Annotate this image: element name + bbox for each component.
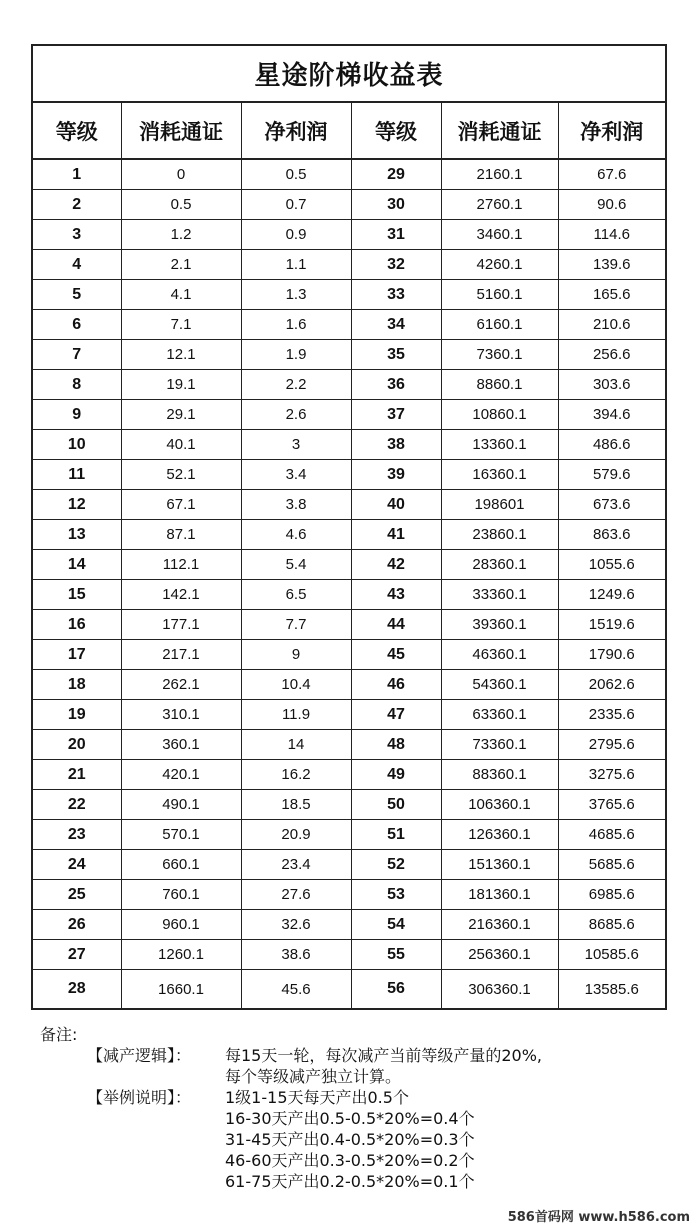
cell-level-right: 29 [351, 159, 441, 190]
cell-profit-right: 6985.6 [558, 880, 665, 910]
cell-level-right: 45 [351, 640, 441, 670]
table-row [33, 340, 665, 370]
header-cost-right: 消耗通证 [441, 103, 558, 159]
cell-cost-left: 1.2 [121, 220, 241, 250]
table-row [33, 790, 665, 820]
cell-cost-left: 217.1 [121, 640, 241, 670]
table-row [33, 910, 665, 940]
table-row [33, 460, 665, 490]
logic-line: 每15天一轮，每次减产当前等级产量的20%, [225, 1046, 543, 1065]
logic-line: 每个等级减产独立计算。 [225, 1067, 402, 1086]
cell-profit-left: 23.4 [241, 850, 351, 880]
cell-profit-left: 27.6 [241, 880, 351, 910]
example-line: 46-60天产出0.3-0.5*20%=0.2个 [225, 1151, 475, 1170]
cell-cost-right: 306360.1 [441, 970, 558, 1009]
cell-cost-right: 73360.1 [441, 730, 558, 760]
cell-level-right: 33 [351, 280, 441, 310]
cell-cost-right: 63360.1 [441, 700, 558, 730]
cell-cost-left: 112.1 [121, 550, 241, 580]
table-row [33, 370, 665, 400]
cell-cost-right: 6160.1 [441, 310, 558, 340]
cell-cost-left: 660.1 [121, 850, 241, 880]
cell-profit-right: 13585.6 [584, 980, 639, 998]
cell-profit-left: 4.6 [241, 520, 351, 550]
table-row [33, 640, 665, 670]
table-body [33, 159, 665, 1008]
cell-profit-right: 1790.6 [558, 640, 665, 670]
cell-level-right: 53 [351, 880, 441, 910]
cell-cost-right: 3460.1 [441, 220, 558, 250]
cell-cost-left: 40.1 [121, 430, 241, 460]
cell-cost-right: 256360.1 [441, 940, 558, 970]
cell-level-right: 55 [351, 940, 441, 970]
cell-cost-left: 67.1 [121, 490, 241, 520]
header-row [33, 103, 665, 159]
cell-level-left: 15 [33, 580, 121, 610]
cell-profit-left: 0.5 [241, 159, 351, 190]
table-row [33, 190, 665, 220]
cell-level-left: 11 [33, 460, 121, 490]
cell-profit-left: 3.8 [241, 490, 351, 520]
cell-profit-left: 18.5 [241, 790, 351, 820]
cell-level-left: 28 [33, 970, 121, 1009]
cell-level-right: 36 [351, 370, 441, 400]
cell-cost-right: 16360.1 [441, 460, 558, 490]
cell-profit-right: 1055.6 [558, 550, 665, 580]
cell-level-left: 10 [33, 430, 121, 460]
cell-cost-left: 490.1 [121, 790, 241, 820]
header-cost-left: 消耗通证 [121, 103, 241, 159]
cell-level-left: 26 [33, 910, 121, 940]
cell-profit-left: 38.6 [241, 940, 351, 970]
table-row [33, 820, 665, 850]
cell-profit-left: 9 [241, 640, 351, 670]
level-table [33, 103, 665, 1008]
cell-level-right: 37 [351, 400, 441, 430]
cell-profit-left: 7.7 [241, 610, 351, 640]
cell-profit-right: 210.6 [558, 310, 665, 340]
example-line: 31-45天产出0.4-0.5*20%=0.3个 [225, 1130, 475, 1149]
cell-cost-left: 360.1 [121, 730, 241, 760]
cell-profit-right: 3765.6 [558, 790, 665, 820]
cell-cost-right: 181360.1 [441, 880, 558, 910]
cell-level-left: 2 [33, 190, 121, 220]
cell-profit-left: 32.6 [241, 910, 351, 940]
cell-profit-left: 45.6 [241, 970, 351, 1009]
cell-profit-left: 3 [241, 430, 351, 460]
cell-cost-right: 10860.1 [441, 400, 558, 430]
table-row [33, 550, 665, 580]
cell-cost-right: 5160.1 [441, 280, 558, 310]
cell-cost-left: 29.1 [121, 400, 241, 430]
cell-level-left: 25 [33, 880, 121, 910]
cell-profit-right: 256.6 [558, 340, 665, 370]
cell-level-left: 18 [33, 670, 121, 700]
cell-cost-left: 0.5 [121, 190, 241, 220]
table-row [33, 580, 665, 610]
table-row [33, 610, 665, 640]
header-profit-left: 净利润 [241, 103, 351, 159]
revenue-table [31, 44, 667, 1010]
cell-level-right: 47 [351, 700, 441, 730]
cell-cost-left: 760.1 [121, 880, 241, 910]
cell-profit-left: 0.7 [241, 190, 351, 220]
cell-profit-right: 2795.6 [558, 730, 665, 760]
cell-level-left: 14 [33, 550, 121, 580]
cell-profit-right: 3275.6 [558, 760, 665, 790]
cell-level-left: 12 [33, 490, 121, 520]
cell-profit-right: 5685.6 [558, 850, 665, 880]
table-row [33, 280, 665, 310]
cell-level-left: 23 [33, 820, 121, 850]
cell-level-right: 49 [351, 760, 441, 790]
cell-cost-right: 23860.1 [441, 520, 558, 550]
cell-cost-right: 88360.1 [441, 760, 558, 790]
cell-profit-left: 1.1 [241, 250, 351, 280]
cell-cost-right: 39360.1 [441, 610, 558, 640]
cell-level-right: 32 [351, 250, 441, 280]
table-row [33, 670, 665, 700]
cell-profit-right: 1249.6 [558, 580, 665, 610]
table-title: 星途阶梯收益表 [33, 46, 665, 103]
cell-profit-right: 579.6 [558, 460, 665, 490]
example-line: 61-75天产出0.2-0.5*20%=0.1个 [225, 1172, 475, 1191]
table-row [33, 490, 665, 520]
table-row [33, 250, 665, 280]
cell-cost-right: 126360.1 [441, 820, 558, 850]
cell-level-right: 46 [351, 670, 441, 700]
cell-cost-left: 262.1 [121, 670, 241, 700]
example-key: 【举例说明】： [87, 1088, 192, 1107]
cell-profit-right: 863.6 [558, 520, 665, 550]
cell-profit-right: 90.6 [558, 190, 665, 220]
cell-level-left: 17 [33, 640, 121, 670]
cell-profit-left: 16.2 [241, 760, 351, 790]
cell-profit-right: 486.6 [558, 430, 665, 460]
cell-profit-left: 5.4 [241, 550, 351, 580]
cell-level-left: 5 [33, 280, 121, 310]
table-row [33, 159, 665, 190]
cell-profit-right: 2062.6 [558, 670, 665, 700]
cell-level-right: 39 [351, 460, 441, 490]
cell-profit-right: 1519.6 [558, 610, 665, 640]
example-line: 16-30天产出0.5-0.5*20%=0.4个 [225, 1109, 475, 1128]
cell-profit-right: 10585.6 [558, 940, 665, 970]
cell-profit-left: 20.9 [241, 820, 351, 850]
cell-level-left: 20 [33, 730, 121, 760]
cell-cost-right: 54360.1 [441, 670, 558, 700]
cell-level-left: 27 [33, 940, 121, 970]
cell-cost-left: 1660.1 [121, 970, 241, 1009]
logic-key: 【减产逻辑】： [87, 1046, 192, 1065]
cell-level-left: 8 [33, 370, 121, 400]
table-row [33, 430, 665, 460]
example-note [40, 1087, 680, 1192]
cell-level-right: 34 [351, 310, 441, 340]
cell-level-left: 16 [33, 610, 121, 640]
example-line: 1级1-15天每天产出0.5个 [225, 1088, 409, 1107]
cell-level-right: 54 [351, 910, 441, 940]
header-level-left: 等级 [33, 103, 121, 159]
table-row [33, 730, 665, 760]
cell-cost-right: 198601 [441, 490, 558, 520]
cell-cost-right: 8860.1 [441, 370, 558, 400]
cell-cost-left: 4.1 [121, 280, 241, 310]
notes [40, 1024, 680, 1192]
cell-profit-left: 0.9 [241, 220, 351, 250]
cell-cost-left: 12.1 [121, 340, 241, 370]
cell-cost-left: 310.1 [121, 700, 241, 730]
cell-level-right: 41 [351, 520, 441, 550]
cell-level-right: 56 [351, 970, 441, 1009]
cell-level-right: 35 [351, 340, 441, 370]
table-row [33, 700, 665, 730]
table-row [33, 310, 665, 340]
cell-profit-left: 11.9 [241, 700, 351, 730]
table-row [33, 220, 665, 250]
header-level-right: 等级 [351, 103, 441, 159]
cell-level-left: 21 [33, 760, 121, 790]
cell-profit-right: 114.6 [558, 220, 665, 250]
cell-cost-left: 7.1 [121, 310, 241, 340]
cell-cost-left: 1260.1 [121, 940, 241, 970]
cell-cost-left: 0 [121, 159, 241, 190]
cell-cost-right: 33360.1 [441, 580, 558, 610]
cell-level-left: 1 [33, 159, 121, 190]
header-profit-right: 净利润 [558, 103, 665, 159]
notes-label: 备注: [40, 1025, 78, 1044]
cell-profit-right: 673.6 [558, 490, 665, 520]
table-row [33, 760, 665, 790]
cell-profit-right: 165.6 [558, 280, 665, 310]
cell-cost-left: 87.1 [121, 520, 241, 550]
cell-cost-right: 46360.1 [441, 640, 558, 670]
cell-level-right: 42 [351, 550, 441, 580]
cell-cost-right: 151360.1 [441, 850, 558, 880]
cell-cost-left: 570.1 [121, 820, 241, 850]
cell-profit-right: 8685.6 [558, 910, 665, 940]
cell-cost-right: 216360.1 [441, 910, 558, 940]
table-row [33, 400, 665, 430]
cell-level-right: 31 [351, 220, 441, 250]
cell-cost-left: 19.1 [121, 370, 241, 400]
cell-level-right: 30 [351, 190, 441, 220]
cell-profit-left: 1.9 [241, 340, 351, 370]
cell-profit-right: 394.6 [558, 400, 665, 430]
cell-profit-left: 6.5 [241, 580, 351, 610]
cell-level-left: 22 [33, 790, 121, 820]
cell-level-right: 50 [351, 790, 441, 820]
table-row [33, 520, 665, 550]
watermark: 586首码网 www.h586.com [507, 1210, 690, 1225]
cell-level-left: 24 [33, 850, 121, 880]
cell-profit-right: 4685.6 [558, 820, 665, 850]
cell-level-left: 13 [33, 520, 121, 550]
cell-profit-right: 67.6 [558, 159, 665, 190]
cell-profit-left: 3.4 [241, 460, 351, 490]
cell-cost-left: 177.1 [121, 610, 241, 640]
cell-level-left: 3 [33, 220, 121, 250]
cell-cost-right: 28360.1 [441, 550, 558, 580]
cell-cost-right: 13360.1 [441, 430, 558, 460]
cell-cost-left: 52.1 [121, 460, 241, 490]
cell-level-right: 40 [351, 490, 441, 520]
cell-cost-right: 4260.1 [441, 250, 558, 280]
cell-cost-left: 420.1 [121, 760, 241, 790]
cell-level-right: 43 [351, 580, 441, 610]
cell-profit-left: 1.3 [241, 280, 351, 310]
cell-cost-right: 2160.1 [441, 159, 558, 190]
cell-cost-right: 2760.1 [441, 190, 558, 220]
cell-profit-left: 1.6 [241, 310, 351, 340]
table-row [33, 940, 665, 970]
cell-cost-left: 142.1 [121, 580, 241, 610]
cell-level-left: 6 [33, 310, 121, 340]
cell-cost-right: 106360.1 [441, 790, 558, 820]
cell-level-left: 19 [33, 700, 121, 730]
logic-note [40, 1045, 680, 1087]
cell-profit-right: 2335.6 [558, 700, 665, 730]
cell-level-left: 4 [33, 250, 121, 280]
cell-profit-left: 10.4 [241, 670, 351, 700]
cell-profit-right: 303.6 [558, 370, 665, 400]
cell-cost-right: 7360.1 [441, 340, 558, 370]
cell-level-right: 44 [351, 610, 441, 640]
table-row [33, 850, 665, 880]
table-row [33, 880, 665, 910]
cell-level-right: 52 [351, 850, 441, 880]
cell-level-right: 38 [351, 430, 441, 460]
cell-level-left: 7 [33, 340, 121, 370]
cell-cost-left: 960.1 [121, 910, 241, 940]
cell-level-right: 48 [351, 730, 441, 760]
cell-profit-left: 2.6 [241, 400, 351, 430]
cell-profit-right: 139.6 [558, 250, 665, 280]
cell-level-right: 51 [351, 820, 441, 850]
cell-profit-left: 14 [241, 730, 351, 760]
cell-cost-left: 2.1 [121, 250, 241, 280]
table-row [33, 970, 665, 1009]
cell-level-left: 9 [33, 400, 121, 430]
cell-profit-left: 2.2 [241, 370, 351, 400]
